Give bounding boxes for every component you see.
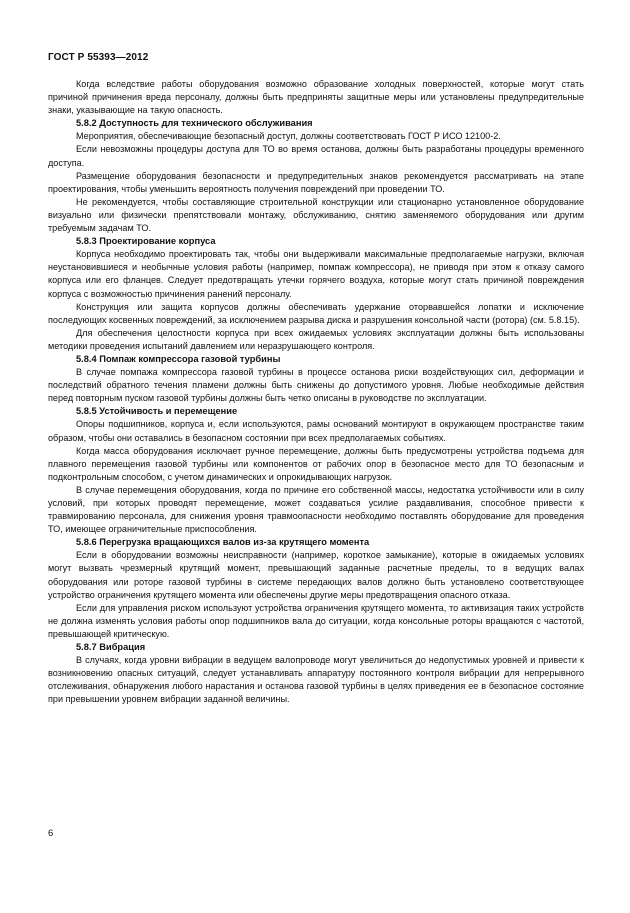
paragraph: Конструкция или защита корпусов должны обеспечивать удержание оторвавшейся лопатки и исключение последующих косвенных повреждений, за исключением разрыва диска и разрушения консольной части (ротора) (см. 5.8.15). [48,301,584,325]
paragraph: Когда вследствие работы оборудования возможно образование холодных поверхностей, которые могут стать причиной причинения вреда персоналу, должны быть предприняты защитные меры или установлены предупредительные знаки, указывающие на такую опасность. [48,79,584,116]
paragraph: Не рекомендуется, чтобы составляющие строительной конструкции или стационарно установленное оборудование визуально или физически препятствовали монтажу, обслуживанию, снятию заменяемого оборудования или другим требуемым задачам ТО. [48,196,584,234]
paragraph: Когда масса оборудования исключает ручное перемещение, должны быть предусмотрены устройства подъема для плавного перемещения газовой турбины или компонентов от рабочих опор в безопасное место для ТО безопасным и подконтрольным способом, с учетом динамических и опрокидывающих нагрузок. [48,445,584,482]
section-heading: 5.8.7 Вибрация [76,642,146,653]
paragraph: В случаях, когда уровни вибрации в ведущем валопроводе могут увеличиться до недопустимых уровней и привести к возникновению опасных ситуаций, следует устанавливать аппаратуру постоянного контроля вибрации для непрерывного отслеживания, обнаружения любого нарастания и останова газовой турбины в целях приведения ее в безопасное состояние при превышении уровнем вибрации заданной величины. [48,655,584,705]
paragraph: В случае помпажа компрессора газовой турбины в процессе останова риски воздействующих сил, деформации и последствий обратного течения пламени должны быть снижены до допустимого уровня. Любые необходимые действия перед повторным пуском газовой турбины должны быть четко описаны в руководстве по эксплуатации. [48,367,584,404]
section-heading: 5.8.5 Устойчивость и перемещение [76,406,238,417]
section-heading: 5.8.6 Перегрузка вращающихся валов из-за крутящего момента [76,537,370,548]
paragraph: Размещение оборудования безопасности и предупредительных знаков рекомендуется рассматривать на этапе проектирования, чтобы уменьшить вероятность получения повреждений при проведении ТО. [48,170,584,194]
document-body [48,78,584,707]
paragraph: Если для управления риском используют устройства ограничения крутящего момента, то активизация таких устройств не должна изменять условия работы опор подшипников вала до ситуации, когда консольные роторы вращаются с частотой, превышающей критическую. [48,602,584,639]
page-number: 6 [48,828,54,839]
paragraph: Корпуса необходимо проектировать так, чтобы они выдерживали максимальные предполагаемые нагрузки, включая неустановившиеся и необычные условия работы (например, помпаж компрессора), не приводя при этом к отказу самого корпуса или его фланцев. Следует предотвращать утечки горячего воздуха, которые могут стать причиной повреждения корпуса с возможностью причинения ранений персоналу. [48,249,584,299]
paragraph: Опоры подшипников, корпуса и, если используются, рамы оснований монтируют в окружающем пространстве таким образом, чтобы они оставались в безопасном состоянии при всех предполагаемых событиях. [48,419,584,443]
paragraph: Если в оборудовании возможны неисправности (например, короткое замыкание), которые в ожидаемых условиях могут вызвать чрезмерный крутящий момент, превышающий заданные расчетные пределы, то в ведущих валах оборудования или роторе газовой турбины в системе передающих валов должно быть установлено соответствующее устройство ограничения крутящего момента или обеспечены другие меры предотвращения опасного отказа. [48,550,584,600]
section-heading: 5.8.4 Помпаж компрессора газовой турбины [76,353,281,364]
paragraph: Для обеспечения целостности корпуса при всех ожидаемых условиях эксплуатации должны быть использованы методики проведения испытаний давлением или неразрушающего контроля. [48,327,584,351]
paragraph: Если невозможны процедуры доступа для ТО во время останова, должны быть разработаны процедуры временного доступа. [48,144,584,168]
standard-header: ГОСТ Р 55393—2012 [48,52,149,63]
paragraph: Мероприятия, обеспечивающие безопасный доступ, должны соответствовать ГОСТ Р ИСО 12100-2. [76,131,501,142]
section-heading: 5.8.2 Доступность для технического обслуживания [76,118,313,129]
paragraph: В случае перемещения оборудования, когда по причине его собственной массы, недостатка устойчивости или в силу условий, при которых проводят перемещение, может создаваться усилие раздавливания, способное привести к травмированию персонала, для снижения уровня травмоопасности необходимо поставлять оборудование для проведения ТО, имеющее ограничительные приспособления. [48,484,584,535]
section-heading: 5.8.3 Проектирование корпуса [76,236,216,247]
